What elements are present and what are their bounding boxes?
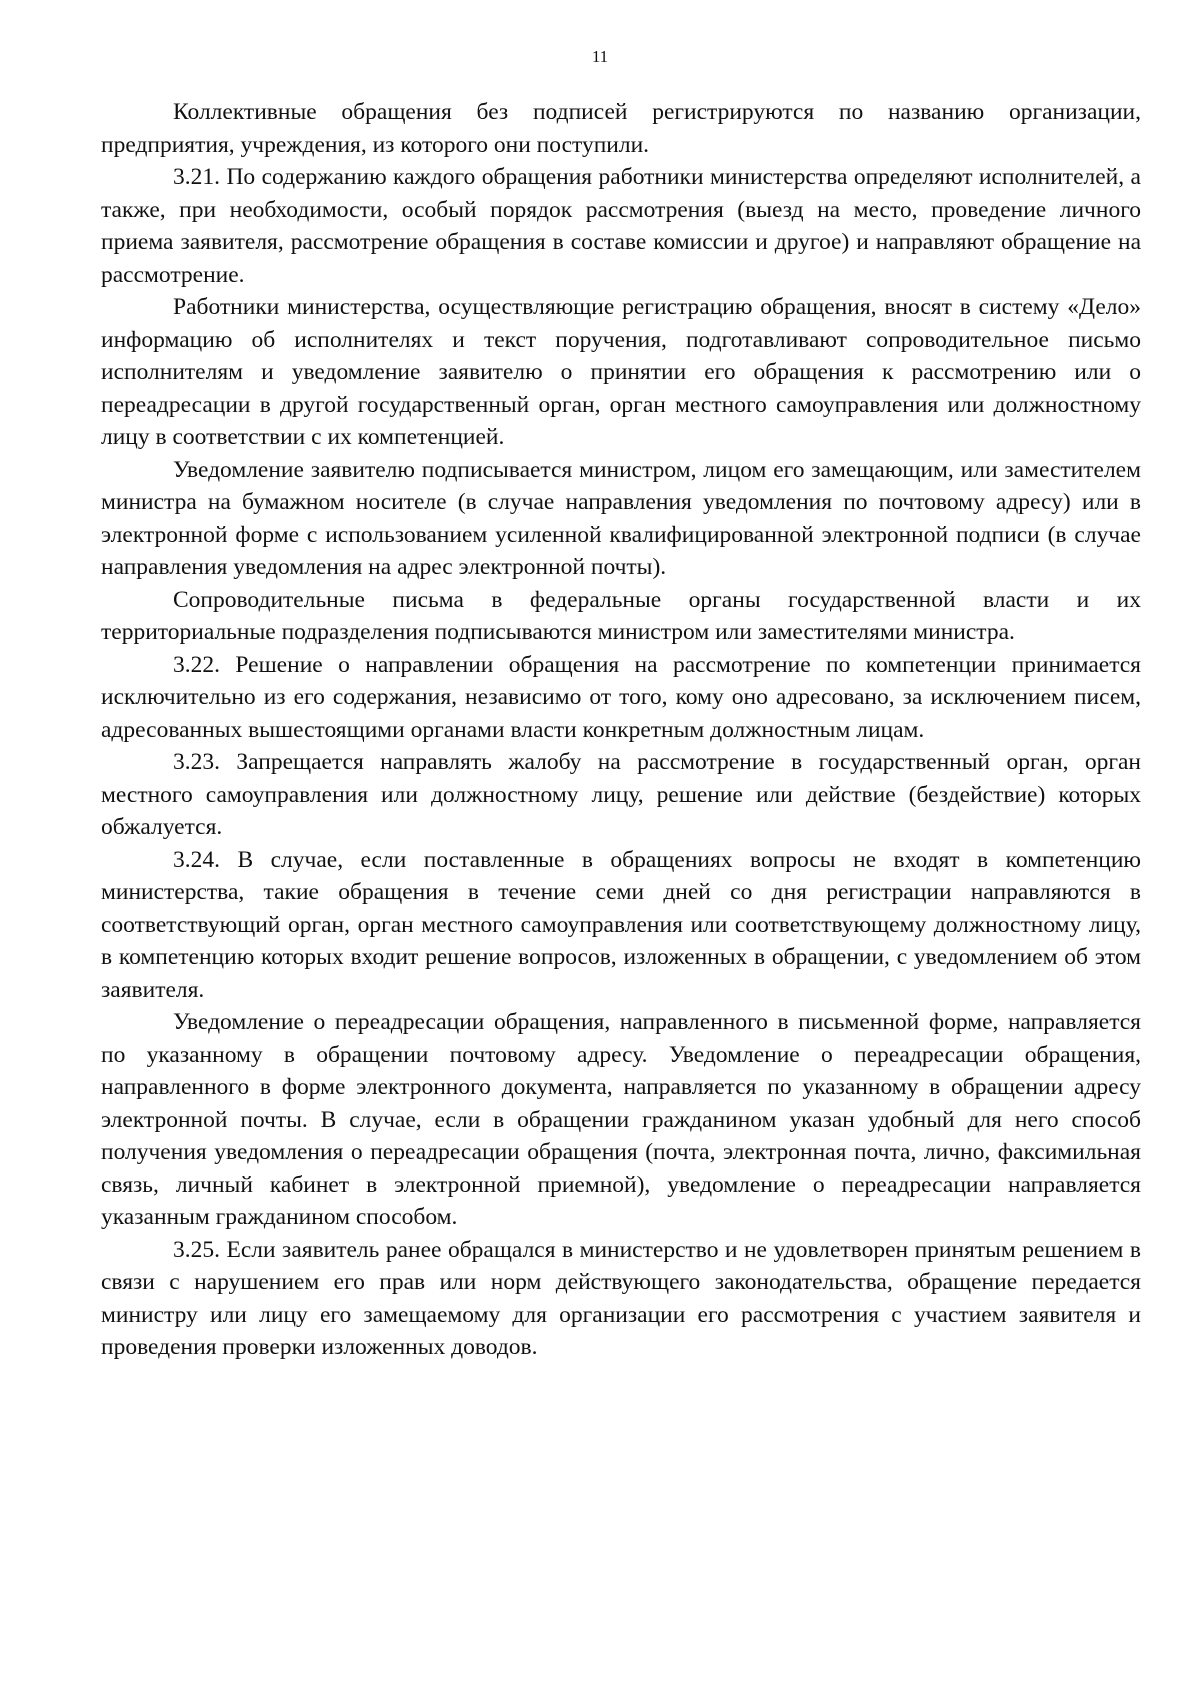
paragraph-3-22: 3.22. Решение о направлении обращения на рассмотрение по компетенции принимается исключительно из его содержания, независимо от того, кому оно адресовано, за исключением писем, адресованных вышестоящими органами власти конкретным должностным лицам. <box>101 651 1141 743</box>
paragraph-3-23: 3.23. Запрещается направлять жалобу на рассмотрение в государственный орган, орган местного самоуправления или должностному лицу, решение или действие (бездействие) которых обжалуется. <box>101 749 1141 840</box>
paragraph-notification-signing: Уведомление заявителю подписывается министром, лицом его замещающим, или заместителем министра на бумажном носителе (в случае направления уведомления по почтовому адресу) или в электронной форме с использованием усиленной квалифицированной электронной подписи (в случае направления уведомления на адрес электронной почты). <box>101 456 1141 580</box>
paragraph-cover-letters: Сопроводительные письма в федеральные органы государственной власти и их территориальные подразделения подписываются министром или заместителями министра. <box>101 586 1141 645</box>
paragraph-redirect-notification: Уведомление о переадресации обращения, направленного в письменной форме, направляется по указанному в обращении почтовому адресу. Уведомление о переадресации обращения, направленного в форме электронного документа, направляется по указанному в обращении адресу электронной почты. В случае, если в обращении гражданином указан удобный для него способ получения уведомления о переадресации обращения (почта, электронная почта, лично, факсимильная связь, личный кабинет в электронной приемной), уведомление о переадресации направляется указанным гражданином способом. <box>101 1009 1141 1230</box>
paragraph-3-25: 3.25. Если заявитель ранее обращался в министерство и не удовлетворен принятым решением в связи с нарушением его прав или норм действующего законодательства, обращение передается министру или лицу его замещаемому для организации его рассмотрения с участием заявителя и проведения проверки изложенных доводов. <box>101 1236 1141 1360</box>
document-body <box>101 96 1141 1364</box>
page-number: 11 <box>591 47 609 66</box>
paragraph-3-21: 3.21. По содержанию каждого обращения работники министерства определяют исполнителей, а также, при необходимости, особый порядок рассмотрения (выезд на место, проведение личного приема заявителя, рассмотрение обращения в составе комиссии и другое) и направляют обращение на рассмотрение. <box>101 164 1141 288</box>
paragraph-3-24: 3.24. В случае, если поставленные в обращениях вопросы не входят в компетенцию министерства, такие обращения в течение семи дней со дня регистрации направляются в соответствующий орган, орган местного самоуправления или соответствующему должностному лицу, в компетенцию которых входит решение вопросов, изложенных в обращении, с уведомлением об этом заявителя. <box>101 846 1141 1003</box>
paragraph-registration-workers: Работники министерства, осуществляющие регистрацию обращения, вносят в систему «Дело» информацию об исполнителях и текст поручения, подготавливают сопроводительное письмо исполнителям и уведомление заявителю о принятии его обращения к рассмотрению или о переадресации в другой государственный орган, орган местного самоуправления или должностному лицу в соответствии с их компетенцией. <box>101 294 1141 450</box>
paragraph-collective-appeals: Коллективные обращения без подписей регистрируются по названию организации, предприятия, учреждения, из которого они поступили. <box>101 99 1141 158</box>
